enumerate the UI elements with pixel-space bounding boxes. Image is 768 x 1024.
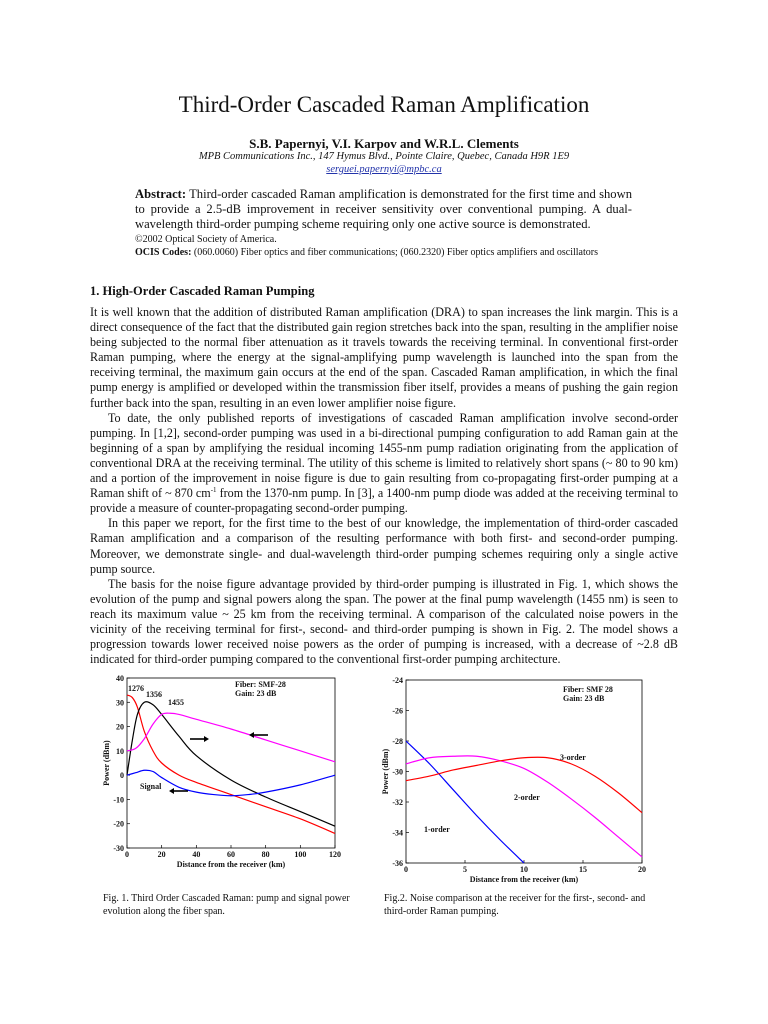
authors: S.B. Papernyi, V.I. Karpov and W.R.L. Clements	[249, 136, 519, 151]
curve-label: 3-order	[560, 753, 586, 762]
x-tick-label: 120	[329, 850, 341, 859]
curve-label: 1276	[128, 684, 144, 693]
x-tick-label: 40	[192, 850, 201, 859]
y-axis-label: Power (dBm)	[102, 740, 111, 786]
x-tick-label: 5	[463, 865, 467, 874]
y-tick-label: -30	[392, 767, 403, 777]
y-tick-label: 10	[116, 746, 124, 756]
ocis-text: (060.0060) Fiber optics and fiber communications; (060.2320) Fiber optics amplifiers and oscillators	[193, 247, 598, 258]
series-line-3-order	[406, 757, 642, 812]
body-text	[90, 305, 678, 667]
x-tick-label: 0	[404, 865, 408, 874]
curve-label: 1455	[168, 698, 184, 707]
curve-label: Signal	[140, 782, 162, 791]
plot-frame	[127, 678, 335, 848]
y-tick-label: 30	[116, 698, 124, 708]
ocis-codes	[135, 247, 598, 258]
arrow-head	[169, 788, 174, 794]
y-tick-label: -30	[113, 844, 124, 853]
x-tick-label: 100	[294, 850, 307, 859]
figure-1-caption: Fig. 1. Third Order Cascaded Raman: pump and signal power evolution along the fiber span.	[103, 893, 350, 917]
paragraph-2-part-b: from the 1370-nm pump. In [3], a 1400-nm pump diode was added at the receiving terminal to provide a measure of counter-propagating second-order pumping.	[90, 486, 678, 516]
y-tick-label: -20	[113, 819, 124, 829]
series-line-2-order	[406, 756, 642, 857]
series-line-1356	[127, 702, 335, 826]
chart-annotation: Fiber: SMF-28	[235, 680, 286, 689]
y-tick-label: 40	[116, 674, 124, 683]
y-tick-label: -24	[392, 676, 403, 685]
x-tick-label: 0	[125, 850, 129, 859]
figure-2-caption: Fig.2. Noise comparison at the receiver for the first-, second- and third-order Raman pumping.	[384, 893, 646, 917]
x-tick-label: 15	[579, 865, 587, 874]
y-tick-label: 20	[116, 722, 124, 732]
y-tick-label: -28	[392, 737, 403, 746]
x-tick-label: 20	[157, 850, 166, 859]
abstract	[135, 187, 632, 232]
y-tick-label: -36	[392, 859, 403, 868]
x-tick-label: 20	[638, 865, 646, 874]
series-line-1455	[127, 713, 335, 762]
superscript: -1	[210, 486, 217, 495]
figure-2-chart	[378, 672, 663, 892]
section-heading: 1. High-Order Cascaded Raman Pumping	[90, 284, 315, 298]
affiliation: MPB Communications Inc., 147 Hymus Blvd., Pointe Claire, Quebec, Canada H9R 1E9	[198, 151, 570, 162]
paragraph-2-part-a: To date, the only published reports of investigations of cascaded Raman amplification involve second-order pumping. In [1,2], second-order pumping was used in a bi-directional pumping configuration to add Raman gain at the beginning of a span by amplifying the residual incoming 1455-nm pump radiation originating from the application of conventional DRA at the receiving terminal. The utility of this scheme is limited to relatively short spans (~ 80 to 90 km) and a portion of the improvement in noise figure is due to gain resulting from co-propagating first-order pumping at a Raman shift of ~ 870 cm	[90, 410, 678, 501]
x-tick-label: 60	[227, 850, 235, 859]
paper-title: Third-Order Cascaded Raman Amplification	[178, 92, 590, 117]
copyright: ©2002 Optical Society of America.	[135, 234, 277, 245]
paragraph-4: The basis for the noise figure advantage provided by third-order pumping is illustrated in Fig. 1, which shows the evolution of the pump and signal powers along the span. The power at the final pump wavelength (1455 nm) is seen to reach its maximum value ~ 25 km from the receiving terminal. A comparison of the calculated noise powers in the vicinity of the receiving terminal for first-, second- and third-order pumping is shown in Fig. 2. The model shows a progression towards lower received noise powers as the order of pumping is increased, with a decrease of ~2.8 dB indicated for third-order pumping compared to the conventional first-order pumping architecture.	[90, 576, 678, 667]
abstract-text: Third-order cascaded Raman amplification is demonstrated for the first time and shown to provide a 2.5-dB improvement in receiver sensitivity over conventional pumping. A dual-wavelength third-order pumping scheme requiring only one active source is demonstrated.	[135, 187, 632, 231]
x-axis-label: Distance from the receiver (km)	[469, 875, 579, 884]
paragraph-3: In this paper we report, for the first time to the best of our knowledge, the implementation of third-order cascaded Raman amplification and a comparison of the resulting performance with both first- and second-order pumping. Moreover, we demonstrate single- and dual-wavelength third-order pumping schemes requiring only a single active pump source.	[90, 516, 678, 576]
arrow-head	[204, 736, 209, 742]
arrow-head	[249, 732, 254, 738]
figure-1	[100, 672, 350, 872]
y-tick-label: -32	[392, 798, 403, 807]
y-tick-label: -34	[392, 828, 403, 838]
paragraph-2	[90, 411, 678, 517]
curve-label: 1-order	[424, 825, 450, 834]
curve-label: 2-order	[514, 793, 540, 802]
x-tick-label: 80	[261, 850, 270, 859]
figure-2	[378, 672, 663, 892]
x-tick-label: 10	[520, 865, 528, 874]
ocis-label: OCIS Codes:	[135, 247, 192, 258]
plot-frame	[406, 680, 642, 863]
y-tick-label: -10	[113, 795, 124, 805]
chart-annotation: Fiber: SMF 28	[563, 685, 613, 694]
figure-1-chart	[100, 672, 350, 872]
x-axis-label: Distance from the receiver (km)	[176, 860, 286, 869]
y-axis-label: Power (dBm)	[381, 748, 390, 795]
curve-label: 1356	[146, 690, 162, 699]
chart-annotation: Gain: 23 dB	[563, 694, 605, 703]
y-tick-label: 0	[120, 771, 124, 781]
abstract-label: Abstract:	[135, 187, 187, 201]
email-link[interactable]: serguei.papernyi@mpbc.ca	[326, 164, 442, 175]
paragraph-1: It is well known that the addition of distributed Raman amplification (DRA) to span increases the link margin. This is a direct consequence of the fact that the distributed gain region stretches back into the span, resulting in the amplifier noise being subjected to the normal fiber attenuation as it travels towards the receiving terminal. In conventional first-order Raman pumping, where the energy at the signal-amplifying pump wavelength is launched into the span from the receiving terminal, the maximum gain occurs at the end of the span. Cascaded Raman amplification, in which the final pump energy is amplified or developed within the transmission fiber itself, provides a means of pushing the gain region further back into the span, resulting in an even lower amplifier noise figure.	[90, 305, 678, 410]
y-tick-label: -26	[392, 706, 403, 716]
chart-annotation: Gain: 23 dB	[235, 689, 277, 698]
